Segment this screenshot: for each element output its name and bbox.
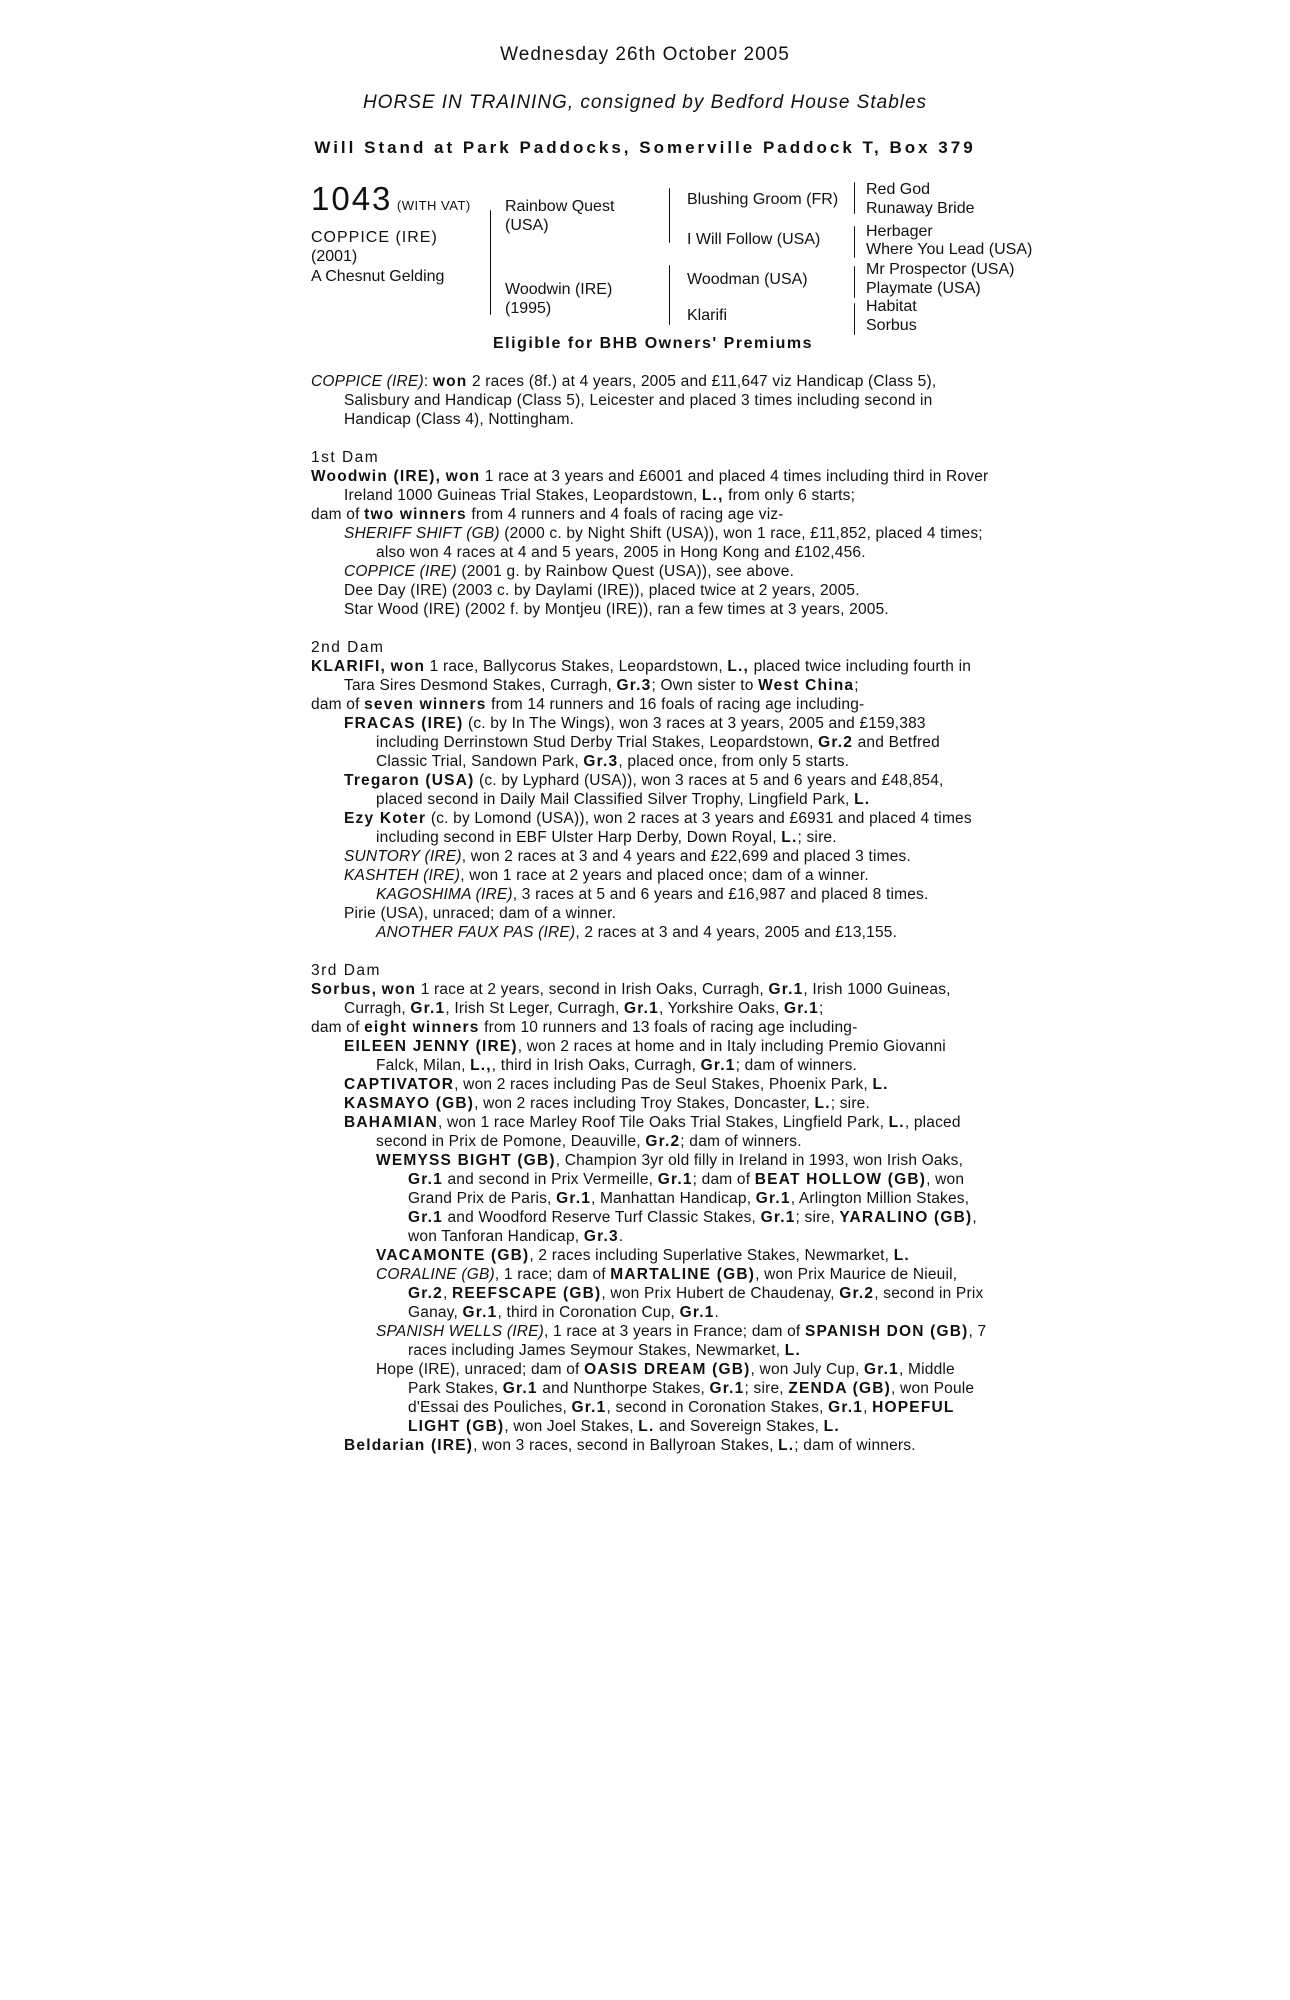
second-dam-produce-summary: dam of seven winners from 14 runners and 16 foals of racing age including- <box>311 696 865 713</box>
second-dam-heading: 2nd Dam <box>311 639 385 656</box>
dam-dam-dam: Sorbus <box>866 317 917 334</box>
stabling-location: Will Stand at Park Paddocks, Somerville Paddock T, Box 379 <box>314 138 976 157</box>
second-dam-record: KLARIFI, won 1 race, Ballycorus Stakes, Leopardstown, L., placed twice including fourth in Tara Sires Desmond Stakes, Curragh, Gr.3; Own sister to West China; <box>311 658 972 694</box>
consignor-line: HORSE IN TRAINING, consigned by Bedford House Stables <box>362 92 928 113</box>
sire-sire-sire: Red God <box>866 181 931 198</box>
pedigree-brace-7 <box>854 303 855 335</box>
list-item: KAGOSHIMA (IRE), 3 races at 5 and 6 years and £16,987 and placed 8 times. <box>376 886 929 903</box>
dam-sire-sire: Mr Prospector (USA) <box>866 261 1015 278</box>
list-item: WEMYSS BIGHT (GB), Champion 3yr old filly in Ireland in 1993, won Irish Oaks, Gr.1 and second in Prix Vermeille, Gr.1; dam of BEAT HOLLOW (GB), won Grand Prix de Paris, Gr.1, Manhattan Handicap, Gr.1, Arlington Million Stakes, Gr.1 and Woodford Reserve Turf Classic Stakes, Gr.1; sire, YARALINO (GB), won Tanforan Handicap, Gr.3. <box>376 1152 977 1245</box>
list-item: SHERIFF SHIFT (GB) (2000 c. by Night Shift (USA)), won 1 race, £11,852, placed 4 times; also won 4 races at 4 and 5 years, 2005 in Hong Kong and £102,456. <box>344 525 983 561</box>
sire-dam-dam: Where You Lead (USA) <box>866 241 1033 258</box>
dam-name: Woodwin (IRE) <box>505 281 613 298</box>
horse-summary: COPPICE (IRE): won 2 races (8f.) at 4 years, 2005 and £11,647 viz Handicap (Class 5), Salisbury and Handicap (Class 5), Leicester and placed 3 times including second in Handicap (Class 4), Nottingham. <box>311 373 937 428</box>
dam-sire: Woodman (USA) <box>687 271 808 288</box>
sire-sire-dam: Runaway Bride <box>866 200 975 217</box>
pedigree-brace-3 <box>669 265 670 325</box>
list-item: KASHTEH (IRE), won 1 race at 2 years and placed once; dam of a winner. <box>344 867 869 884</box>
sire-dam: I Will Follow (USA) <box>687 231 821 248</box>
dam-sire-dam: Playmate (USA) <box>866 280 981 297</box>
list-item: COPPICE (IRE) (2001 g. by Rainbow Quest (USA)), see above. <box>344 563 795 580</box>
list-item: Ezy Koter (c. by Lomond (USA)), won 2 races at 3 years and £6931 and placed 4 times including second in EBF Ulster Harp Derby, Down Royal, L.; sire. <box>344 810 972 846</box>
list-item: Hope (IRE), unraced; dam of OASIS DREAM (GB), won July Cup, Gr.1, Middle Park Stakes, Gr.1 and Nunthorpe Stakes, Gr.1; sire, ZENDA (GB), won Poule d'Essai des Pouliches, Gr.1, second in Coronation Stakes, Gr.1, HOPEFUL LIGHT (GB), won Joel Stakes, L. and Sovereign Stakes, L. <box>376 1361 975 1435</box>
list-item: CORALINE (GB), 1 race; dam of MARTALINE (GB), won Prix Maurice de Nieuil, Gr.2, REEFSCAPE (GB), won Prix Hubert de Chaudenay, Gr.2, second in Prix Ganay, Gr.1, third in Coronation Cup, Gr.1. <box>376 1266 984 1321</box>
first-dam-produce-summary: dam of two winners from 4 runners and 4 foals of racing age viz- <box>311 506 784 523</box>
sire-dam-sire: Herbager <box>866 223 933 240</box>
vat-note: (WITH VAT) <box>396 198 471 213</box>
list-item: ANOTHER FAUX PAS (IRE), 2 races at 3 and 4 years, 2005 and £13,155. <box>376 924 898 941</box>
dam-year: (1995) <box>505 300 552 317</box>
list-item: EILEEN JENNY (IRE), won 2 races at home and in Italy including Premio Giovanni Falck, Milan, L.,, third in Irish Oaks, Curragh, Gr.1; dam of winners. <box>344 1038 946 1074</box>
list-item: KASMAYO (GB), won 2 races including Troy Stakes, Doncaster, L.; sire. <box>344 1095 871 1112</box>
pedigree-brace-2 <box>669 188 670 243</box>
list-item: BAHAMIAN, won 1 race Marley Roof Tile Oaks Trial Stakes, Lingfield Park, L., placed second in Prix de Pomone, Deauville, Gr.2; dam of winners. <box>344 1114 961 1150</box>
lot-header <box>311 180 471 218</box>
pedigree-brace-1 <box>490 210 491 315</box>
lot-number: 1043 <box>311 180 393 217</box>
pedigree-brace-4 <box>854 182 855 214</box>
list-item: Tregaron (USA) (c. by Lyphard (USA)), won 3 races at 5 and 6 years and £48,854, placed second in Daily Mail Classified Silver Trophy, Lingfield Park, L. <box>344 772 944 808</box>
list-item: CAPTIVATOR, won 2 races including Pas de Seul Stakes, Phoenix Park, L. <box>344 1076 889 1093</box>
first-dam-heading: 1st Dam <box>311 449 380 466</box>
list-item: SPANISH WELLS (IRE), 1 race at 3 years in France; dam of SPANISH DON (GB), 7 races including James Seymour Stakes, Newmarket, L. <box>376 1323 987 1359</box>
list-item: FRACAS (IRE) (c. by In The Wings), won 3 races at 3 years, 2005 and £159,383 including Derrinstown Stud Derby Trial Stakes, Leopardstown, Gr.2 and Betfred Classic Trial, Sandown Park, Gr.3, placed once, from only 5 starts. <box>344 715 940 770</box>
sale-date: Wednesday 26th October 2005 <box>500 44 790 65</box>
third-dam-heading: 3rd Dam <box>311 962 381 979</box>
third-dam-record: Sorbus, won 1 race at 2 years, second in Irish Oaks, Curragh, Gr.1, Irish 1000 Guineas, Curragh, Gr.1, Irish St Leger, Curragh, Gr.1, Yorkshire Oaks, Gr.1; <box>311 981 951 1017</box>
first-dam-record: Woodwin (IRE), won 1 race at 3 years and £6001 and placed 4 times including third in Rover Ireland 1000 Guineas Trial Stakes, Leopardstown, L., from only 6 starts; <box>311 468 989 504</box>
sire-sire: Blushing Groom (FR) <box>687 191 839 208</box>
dam-dam-sire: Habitat <box>866 298 917 315</box>
third-dam-produce-summary: dam of eight winners from 10 runners and 13 foals of racing age including- <box>311 1019 858 1036</box>
horse-name: COPPICE (IRE) <box>311 229 438 246</box>
sire-country: (USA) <box>505 217 549 234</box>
list-item: Dee Day (IRE) (2003 c. by Daylami (IRE)), placed twice at 2 years, 2005. <box>344 582 860 599</box>
dam-dam: Klarifi <box>687 307 728 324</box>
list-item: Star Wood (IRE) (2002 f. by Montjeu (IRE)), ran a few times at 3 years, 2005. <box>344 601 889 618</box>
horse-description: A Chesnut Gelding <box>311 268 445 285</box>
list-item: Beldarian (IRE), won 3 races, second in Ballyroan Stakes, L.; dam of winners. <box>344 1437 916 1454</box>
horse-year: (2001) <box>311 248 358 265</box>
sire-name: Rainbow Quest <box>505 198 615 215</box>
pedigree-brace-5 <box>854 226 855 258</box>
pedigree-notes <box>311 372 991 1455</box>
list-item: VACAMONTE (GB), 2 races including Superlative Stakes, Newmarket, L. <box>376 1247 910 1264</box>
premium-eligibility: Eligible for BHB Owners' Premiums <box>493 335 814 352</box>
pedigree-brace-6 <box>854 266 855 298</box>
list-item: Pirie (USA), unraced; dam of a winner. <box>344 905 617 922</box>
list-item: SUNTORY (IRE), won 2 races at 3 and 4 years and £22,699 and placed 3 times. <box>344 848 911 865</box>
